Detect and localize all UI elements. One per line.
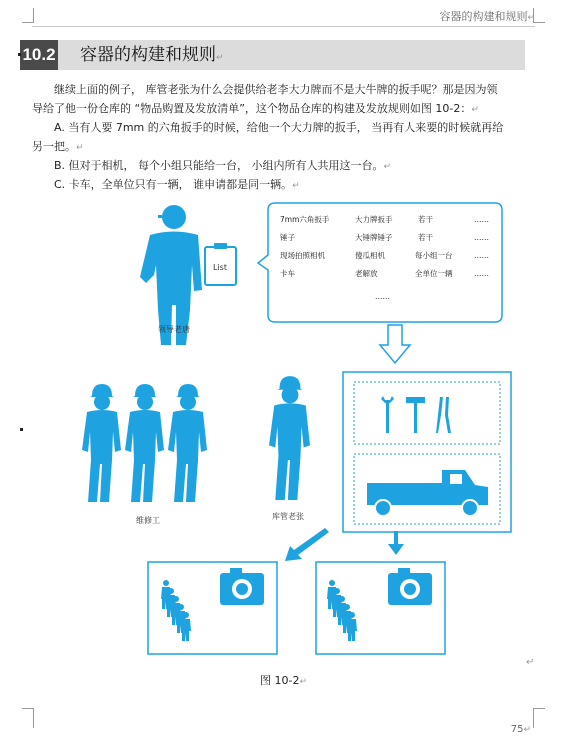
section-title[interactable] [80,41,224,72]
list-cell: …… [474,233,489,242]
workers-label: 维修工 [136,516,160,525]
keeper-label: 库管老张 [272,512,304,521]
paragraph-mark-icon: ↵ [523,725,531,735]
list-cell: 大力牌扳手 [355,215,393,224]
clipboard-label: List [213,263,227,272]
paragraph-mark-icon: ↵ [292,181,300,191]
camera-icon [220,568,264,605]
paragraph-text: 继续上面的例子， 库管老张为什么会提供给老李大力牌而不是大牛牌的扳手呢？那是因为领 [54,83,498,96]
list-cell: 卡车 [280,269,295,278]
figure-10-2[interactable] [70,195,520,660]
paragraph-text: 另一把。 [32,140,76,153]
running-header [439,8,535,24]
paragraph-mark-icon: ↵ [526,657,535,668]
list-ellipsis: …… [375,292,390,301]
list-cell: 傻瓜相机 [355,251,385,260]
paragraph-mark-icon: ↵ [383,162,392,172]
paragraph-b[interactable] [32,156,537,177]
figure-caption-text: 图 10-2 [259,674,300,687]
list-cell: 若干 [418,233,433,242]
paragraph-text: 导给了他一份仓库的 “物品购置及发放清单”，这个物品仓库的构建及发放规则如图 10-2： [32,102,472,115]
paragraph-mark-icon: ↵ [299,677,307,687]
section-title-text: 容器的构建和规则 [80,45,216,65]
page-number-text: 75 [510,724,524,735]
paragraph-mark-icon: ↵ [216,53,224,63]
list-cell: 7mm六角扳手 [280,215,330,224]
list-cell: 现场拍照相机 [280,251,325,260]
figure-caption[interactable] [0,672,567,688]
paragraph-mark-icon: ↵ [76,143,84,153]
running-header-text: 容器的构建和规则 [439,10,528,23]
list-cell: 全单位一辆 [415,269,453,278]
list-bullet-icon [18,53,21,56]
paragraph-text: C. 卡车，全单位只有一辆， 谁申请都是同一辆。 [54,178,293,191]
list-cell: 锤子 [280,233,295,242]
leader-silhouette [140,205,202,345]
workers-silhouettes [82,384,207,502]
down-arrow-icon [380,325,410,363]
paragraph-1-line-2[interactable] [32,99,537,120]
list-cell: 若干 [418,215,433,224]
camera-icon [388,568,432,605]
paragraph-1-line-1[interactable] [32,80,537,99]
arrow-to-group-1-icon [285,528,329,561]
paragraph-mark-icon: ↵ [471,105,479,115]
arrow-to-group-2-icon [388,531,404,555]
paragraph-mark-icon: ↵ [527,13,535,23]
page-number [511,724,531,735]
list-cell: 老解放 [355,269,378,278]
paragraph-c[interactable] [32,175,537,196]
keeper-silhouette [269,376,310,500]
list-bullet-icon [20,428,23,431]
list-cell: 大锤牌锤子 [355,233,393,242]
list-cell: 每小组一台 [415,251,453,260]
paragraph-a-line-2[interactable] [32,137,537,158]
list-cell: …… [474,269,489,278]
warehouse-box [343,372,511,532]
paragraph-text: A. 当有人要 7mm 的六角扳手的时候，给他一个大力牌的扳手， 当再有人来要的时候就再给 [54,121,504,134]
paragraph-text: B. 但对于相机， 每个小组只能给一台， 小组内所有人共用这一台。 [54,159,384,172]
paragraph-a-line-1[interactable] [32,118,537,137]
list-cell: …… [474,215,489,224]
section-number: 10.2 [20,40,58,70]
leader-label: 领导老唐 [158,325,190,334]
list-cell: …… [474,251,489,260]
header-rule [32,26,535,27]
